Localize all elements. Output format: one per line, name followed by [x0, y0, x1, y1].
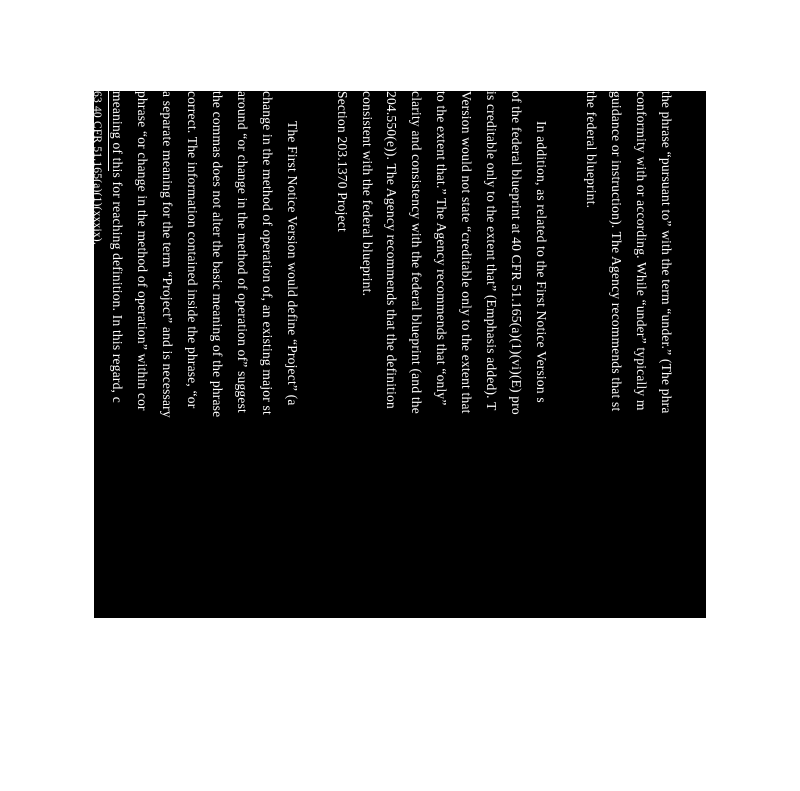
text-line: consistent with the federal blueprint.: [360, 91, 375, 297]
text-line: The First Notice Version would define “Project” (a: [285, 121, 300, 406]
text-line: the phrase “pursuant to” with the term “under.” (The phra: [659, 91, 674, 414]
text-line: phrase “or change in the method of operation” within cor: [135, 91, 150, 411]
text-line: clarity and consistency with the federal blueprint (and the: [409, 91, 424, 414]
text-line: the federal blueprint.: [584, 91, 599, 209]
text-line: a separate meaning for the term “Project” and is necessary: [160, 91, 175, 418]
text-line: correct. The information contained inside the phrase, “or: [185, 91, 200, 409]
footnote: 63 40 CFR 51.165(a)(1)(xxxix).: [91, 91, 103, 245]
text-line: of the federal blueprint at 40 CFR 51.165(a)(1)(vi)(E) pro: [509, 91, 524, 415]
text-line: change in the method of operation of, an existing major st: [260, 91, 275, 415]
text-line: to the extent that.” The Agency recommends that “only”: [434, 91, 449, 406]
text-line: Version would not state “creditable only to the extent that: [459, 91, 474, 414]
footnote: operation, in Sections 203.1220(a) and 203.1370(b). However,: [47, 91, 59, 391]
text-line: In addition, as related to the First Notice Version s: [534, 121, 549, 403]
text-line: the commas does not alter the basic meaning of the phrase: [210, 91, 225, 418]
text-line: around “or change in the method of operation of” suggest: [235, 91, 250, 413]
footnote: 64 The First Notice Version included the same problematic phr: [69, 91, 81, 393]
scanned-page: [20, 91, 706, 618]
text-line: conformity with or according. While “under” typically m: [634, 91, 649, 411]
text-line: is creditable only to the extent that” (Emphasis added). T: [484, 91, 499, 411]
page-number: 63: [20, 526, 34, 538]
footnote-rule: [108, 91, 109, 171]
section-heading: Section 203.1370 Project: [335, 91, 350, 232]
text-line: 204.550(e)). The Agency recommends that the definition: [384, 91, 399, 409]
text-line: guidance or instruction). The Agency recommends that st: [609, 91, 624, 412]
text-line: meaning of this for reaching definition. In this regard, c: [110, 91, 125, 403]
rotated-page-content: [20, 91, 706, 791]
